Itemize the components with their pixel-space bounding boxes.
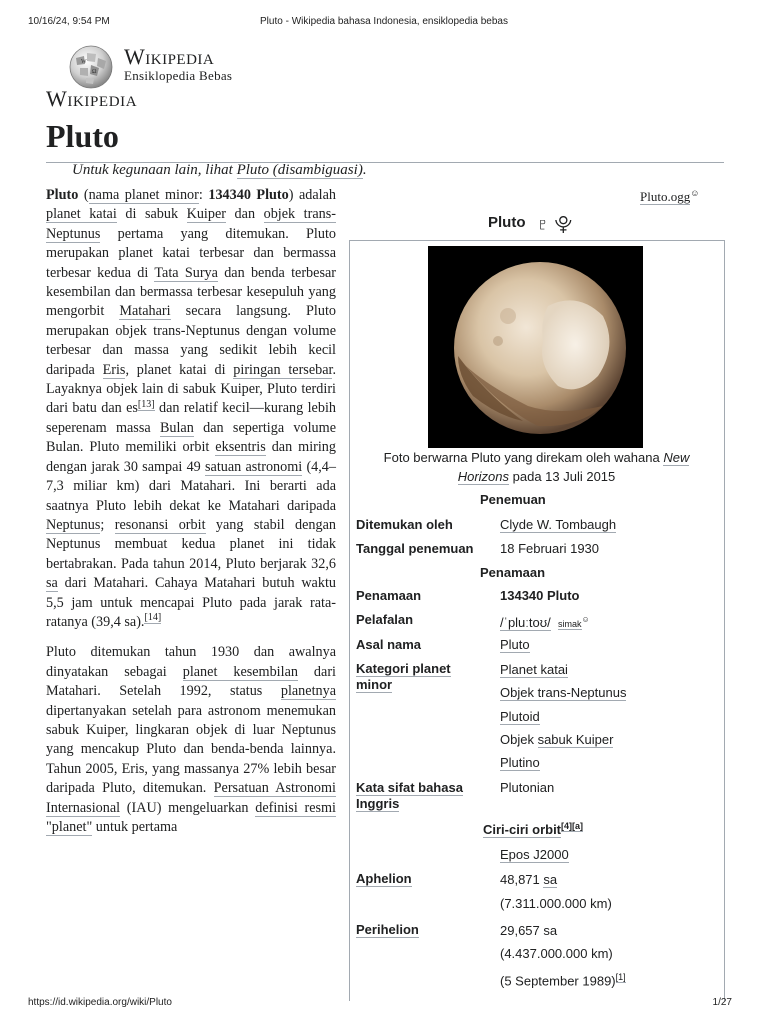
link[interactable]: Bulan: [159, 419, 194, 436]
section-naming: Penamaan: [480, 565, 546, 580]
audio-link[interactable]: [640, 188, 699, 205]
hatnote-suffix: .: [362, 162, 367, 178]
text: dan relatif kecil—kurang lebih seperenam massa: [46, 400, 336, 436]
category-item: [500, 755, 540, 771]
text: dan: [226, 206, 264, 223]
caption-text: Foto berwarna Pluto yang direkam oleh wahana: [383, 450, 664, 465]
print-page-title: Pluto - Wikipedia bahasa Indonesia, ensiklopedia bebas: [260, 16, 508, 27]
link[interactable]: planet katai: [46, 206, 117, 223]
perihelion-link[interactable]: Perihelion: [356, 922, 419, 937]
link[interactable]: Neptunus: [46, 516, 101, 533]
text: , planet katai di: [125, 361, 234, 378]
perihelion-label: [356, 922, 476, 938]
category-link[interactable]: Plutino: [500, 755, 540, 770]
link[interactable]: sa: [46, 575, 58, 592]
link[interactable]: Kuiper: [186, 206, 226, 223]
pluto-image[interactable]: [428, 246, 643, 448]
discovery-date-value: 18 Februari 1930: [500, 541, 600, 556]
text: yang stabil dengan Neptunus membuat kedua planet ini tidak bertabrakan. Pada tahun 2014, Pluto berjarak 32,6: [46, 516, 336, 572]
category-item: [500, 709, 540, 725]
link[interactable]: Matahari: [119, 303, 171, 320]
bold-text: Pluto: [46, 187, 79, 203]
text: 48,871: [500, 872, 544, 887]
aphelion-km: (7.311.000.000 km): [500, 896, 612, 911]
disambiguation-link[interactable]: Pluto (disambiguasi): [236, 162, 363, 178]
aphelion-label: [356, 871, 476, 887]
text: untuk pertama: [92, 819, 178, 835]
page-count: 1/27: [712, 997, 732, 1008]
link[interactable]: resonansi orbit: [114, 516, 206, 533]
category-label: [356, 661, 476, 693]
infobox-title: Pluto: [488, 214, 526, 231]
text: ) adalah: [288, 187, 336, 203]
pluto-photo: [428, 246, 643, 448]
text: (5 September 1989): [500, 973, 616, 989]
category-link[interactable]: Objek trans-Neptunus: [500, 685, 627, 700]
adjective-value: Plutonian: [500, 780, 555, 795]
paragraph-1: [46, 186, 336, 632]
text: Pluto ditemukan tahun 1930 dan awalnya dinyatakan sebagai: [46, 644, 336, 680]
designation-value: 134340 Pluto: [500, 588, 580, 603]
name-origin-value: [500, 637, 530, 653]
text: secara langsung. Pluto merupakan objek trans-Neptunus dengan volume terbesar dan massa yang sedikit lebih kecil daripada: [46, 303, 336, 378]
perihelion-km: (4.437.000.000 km): [500, 946, 613, 961]
discovered-by-value: [500, 517, 616, 533]
link[interactable]: Eris: [102, 361, 126, 378]
link[interactable]: Persatuan Astronomi Internasional: [46, 780, 336, 816]
section-orbit: [483, 821, 583, 837]
discovered-by-label: Ditemukan oleh: [356, 517, 453, 532]
text: dan sepertiga volume Bulan. Pluto memiliki orbit: [46, 419, 336, 456]
text: pertama yang ditemukan. Pluto merupakan planet katai terbesar dan bermassa terbesar kedua di: [46, 225, 336, 281]
text: (: [78, 187, 89, 203]
svg-text:W: W: [81, 59, 87, 65]
name-origin-label: Asal nama: [356, 637, 422, 652]
caption-text: pada 13 Juli 2015: [509, 469, 616, 484]
category-label-link[interactable]: Kategori planet minor: [356, 661, 451, 692]
link[interactable]: piringan tersebar: [233, 361, 333, 378]
text: dipertanyakan setelah para astronom menemukan sabuk Kuiper, lingkaran objek di luar Neptunus yang mencakup Pluto dan benda-benda lainnya. Tahun 2005, Eris, yang massanya 27% lebih besar daripada Pluto, ditemukan.: [46, 702, 336, 797]
text: (4,4–7,3 miliar km) dari Matahari. Ini berarti ada saatnya Pluto lebih dekat ke Matahari daripada: [46, 458, 336, 514]
link[interactable]: eksentris: [215, 439, 266, 456]
section-discovery: Penemuan: [480, 492, 546, 507]
text: . Layaknya objek lain di sabuk Kuiper, Pluto terdiri dari batu dan es: [46, 361, 336, 417]
link[interactable]: satuan astronomi: [205, 458, 303, 475]
category-link[interactable]: sabuk Kuiper: [537, 732, 614, 747]
article-body: [46, 186, 336, 848]
page-title: Pluto: [46, 118, 119, 154]
audio-file-link[interactable]: Pluto.ogg: [640, 189, 691, 205]
pronunciation-label: Pelafalan: [356, 612, 414, 627]
adjective-label-link[interactable]: Kata sifat bahasa Inggris: [356, 780, 463, 811]
text: J2000: [533, 847, 569, 862]
pluto-symbol-icon[interactable]: ♇ ⯓: [536, 214, 573, 234]
epoch-link[interactable]: [500, 847, 569, 863]
aphelion-link[interactable]: Aphelion: [356, 871, 412, 886]
infobox-caption: [364, 448, 709, 486]
category-item: [500, 662, 568, 678]
text: (IAU) mengeluarkan: [120, 799, 256, 816]
wordmark-text: Wikipedia: [124, 44, 215, 69]
listen-link[interactable]: simak: [557, 619, 582, 630]
text: Epos: [500, 847, 534, 862]
hatnote-prefix: Untuk kegunaan lain, lihat: [72, 162, 237, 178]
wikipedia-globe-icon[interactable]: [66, 44, 116, 90]
link[interactable]: definisi resmi "planet": [46, 799, 337, 835]
discovery-date-label: Tanggal penemuan: [356, 541, 474, 556]
link[interactable]: nama planet minor: [88, 187, 199, 203]
speaker-icon[interactable]: ☺: [690, 188, 700, 198]
epoch-value: [500, 847, 569, 863]
bold-text: 134340 Pluto: [208, 187, 289, 203]
text: dan benda terbesar kesembilan dan bermassa terbesar kesepuluh yang mengorbit: [46, 264, 336, 320]
wikipedia-wordmark[interactable]: [124, 44, 232, 84]
adjective-label: [356, 780, 476, 812]
speaker-icon[interactable]: ☺: [581, 615, 590, 624]
perihelion-value: 29,657 sa: [500, 923, 558, 938]
aphelion-value: [500, 872, 557, 888]
print-datetime: 10/16/24, 9:54 PM: [28, 16, 110, 27]
ipa-link[interactable]: /ˈpluːtoʊ/: [500, 615, 551, 631]
text: dan miring dengan jarak 30 sampai 49: [46, 439, 336, 475]
paragraph-2: [46, 643, 336, 837]
page-url: https://id.wikipedia.org/wiki/Pluto: [28, 997, 172, 1008]
text: ;: [100, 516, 115, 533]
reference-link[interactable]: [1]: [615, 972, 626, 982]
pluto-myth-link[interactable]: Pluto: [500, 637, 530, 652]
pronunciation-value: [500, 612, 590, 632]
link[interactable]: objek trans-Neptunus: [46, 206, 336, 242]
designation-label: Penamaan: [356, 588, 422, 603]
au-link[interactable]: sa: [543, 872, 558, 887]
hatnote: [72, 162, 367, 179]
perihelion-date: [500, 969, 626, 989]
new-horizons-link[interactable]: New Horizons: [457, 450, 690, 484]
link[interactable]: Tata Surya: [154, 264, 218, 281]
tagline: Ensiklopedia Bebas: [124, 68, 233, 83]
reference-link[interactable]: [14]: [144, 612, 162, 624]
tombaugh-link[interactable]: Clyde W. Tombaugh: [500, 517, 617, 532]
svg-text:Ω: Ω: [92, 69, 97, 75]
text: dari Matahari. Setelah 1992, status: [46, 663, 336, 700]
category-item: [500, 685, 626, 701]
link[interactable]: planetnya: [280, 683, 336, 700]
text: Objek: [500, 732, 538, 747]
link[interactable]: planet kesembilan: [182, 663, 298, 680]
wikipedia-wordmark-secondary: Wikipedia: [46, 86, 138, 111]
category-link[interactable]: Plutoid: [500, 709, 540, 724]
reference-link[interactable]: [4]: [561, 821, 573, 831]
reference-link[interactable]: [13]: [137, 398, 155, 410]
text: di sabuk: [116, 206, 187, 223]
reference-link[interactable]: [a]: [572, 821, 584, 831]
category-link[interactable]: Planet katai: [500, 662, 568, 677]
orbit-section-link[interactable]: Ciri-ciri orbit: [483, 822, 562, 838]
text: :: [198, 187, 209, 203]
text: dari Matahari. Cahaya Matahari butuh waktu 5,5 jam untuk mencapai Pluto pada jarak rata-ratanya (39,4 sa).: [46, 575, 336, 630]
category-item: [500, 732, 613, 748]
